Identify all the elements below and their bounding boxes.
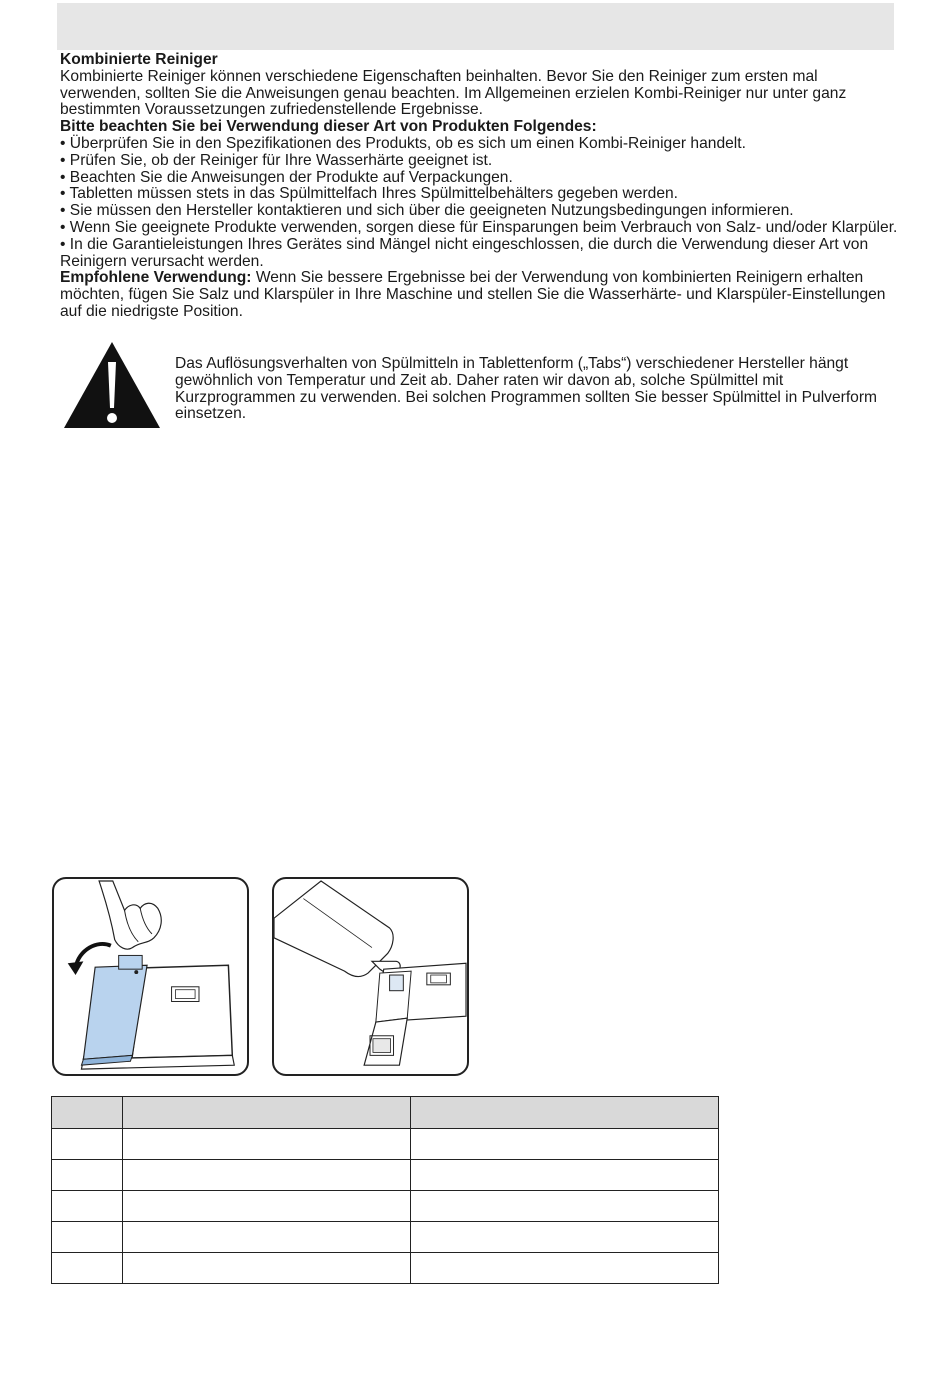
warning-triangle-icon	[62, 340, 162, 430]
recommendation-paragraph	[60, 270, 900, 320]
recommendation-label: Empfohlene Verwendung:	[60, 269, 252, 287]
bullet-item: • Beachten Sie die Anweisungen der Produkte auf Verpackungen.	[60, 168, 513, 186]
table-row	[52, 1191, 719, 1222]
section-heading: Kombinierte Reiniger	[60, 51, 218, 68]
section-subheading: Bitte beachten Sie bei Verwendung dieser Art von Produkten Folgendes:	[60, 118, 597, 136]
table-header-cell	[410, 1097, 718, 1129]
table-cell	[52, 1160, 123, 1191]
bullet-item: • Überprüfen Sie in den Spezifikationen des Produkts, ob es sich um einen Kombi-Reiniger handelt.	[60, 134, 746, 152]
bullet-item: • Sie müssen den Hersteller kontaktieren und sich über die geeigneten Nutzungsbedingungen informieren.	[60, 202, 794, 220]
table-row	[52, 1222, 719, 1253]
table-header-row	[52, 1097, 719, 1129]
table-cell	[410, 1129, 718, 1160]
table-cell	[410, 1253, 718, 1284]
page-header-bar	[57, 3, 894, 50]
table-cell	[410, 1191, 718, 1222]
table-cell	[123, 1222, 410, 1253]
bullet-item: • In die Garantieleistungen Ihres Gerätes sind Mängel nicht eingeschlossen, die durch die Verwendung dieser Art von Reinigern verursacht werden.	[60, 235, 869, 270]
table-row	[52, 1129, 719, 1160]
data-table	[51, 1096, 719, 1284]
table-row	[52, 1253, 719, 1284]
table-cell	[123, 1160, 410, 1191]
table-cell	[52, 1129, 123, 1160]
warning-text: Das Auflösungsverhalten von Spülmitteln in Tablettenform („Tabs“) verschiedener Hersteller hängt gewöhnlich von Temperatur und Zeit ab. Daher raten wir davon ab, solche Spülmittel mit Kurzprogrammen zu verwenden. Bei solchen Programmen sollten Sie besser Spülmittel in Pulverform einsetzen.	[175, 355, 878, 423]
table-cell	[123, 1191, 410, 1222]
table-header-cell	[123, 1097, 410, 1129]
bullet-item: • Wenn Sie geeignete Produkte verwenden, sorgen diese für Einsparungen beim Verbrauch von Salz- und/oder Klarpüler.	[60, 218, 898, 236]
table-header-cell	[52, 1097, 123, 1129]
open-rinse-aid-lid-illustration	[52, 877, 249, 1076]
table-cell	[410, 1222, 718, 1253]
pour-rinse-aid-illustration	[272, 877, 469, 1076]
table-cell	[123, 1129, 410, 1160]
bullet-item: • Tabletten müssen stets in das Spülmittelfach Ihres Spülmittelbehälters gegeben werden.	[60, 185, 679, 203]
table-row	[52, 1160, 719, 1191]
section-intro: Kombinierte Reiniger können verschiedene Eigenschaften beinhalten. Bevor Sie den Reiniger zum ersten mal verwenden, sollten Sie die Anweisungen genau beachten. Im Allgemeinen erzielen Kombi-Reiniger nur unter ganz bestimmten Voraussetzungen zufriedenstellende Ergebnisse.	[60, 67, 847, 119]
table-cell	[410, 1160, 718, 1191]
recommendation-text: Wenn Sie bessere Ergebnisse bei der Verwendung von kombinierten Reinigern erhalten möchten, fügen Sie Salz und Klarspüler in Ihre Maschine und stellen Sie die Wasserhärte- und Klarspüler-Einstellungen auf die niedrigste Position.	[60, 269, 886, 320]
table-cell	[52, 1191, 123, 1222]
bullet-item: • Prüfen Sie, ob der Reiniger für Ihre Wasserhärte geeignet ist.	[60, 151, 493, 169]
table-cell	[52, 1253, 123, 1284]
table-cell	[52, 1222, 123, 1253]
combined-detergents-section	[60, 52, 900, 321]
table-cell	[123, 1253, 410, 1284]
